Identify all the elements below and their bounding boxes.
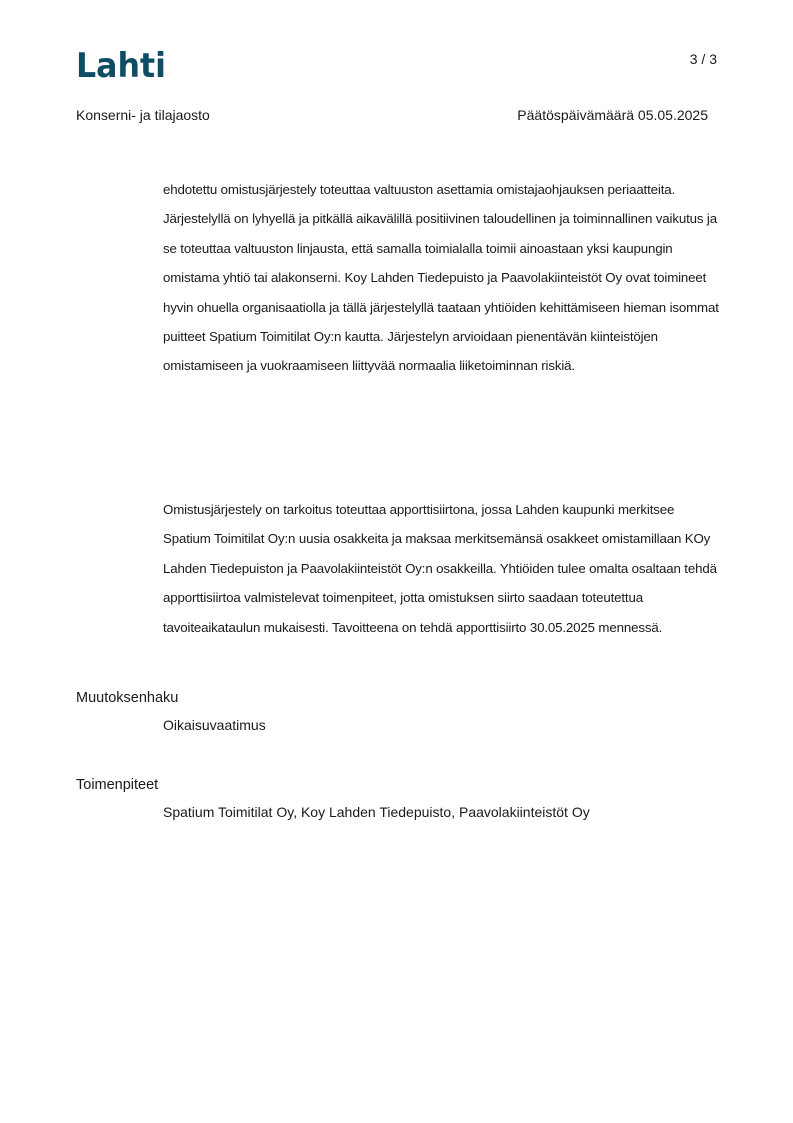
logo-text: Lahti <box>76 46 166 82</box>
lahti-logo <box>76 46 168 82</box>
body-paragraph: ehdotettu omistusjärjestely toteuttaa valtuuston asettamia omistajaohjauksen periaatteita. Järjestelyllä on lyhyellä ja pitkällä aikavälillä positiivinen taloudellinen ja toiminnallinen vaikutus ja se toteuttaa valtuuston linjausta, että samalla toimialalla toimii ainoastaan yksi kaupungin omistama yhtiö tai alakonserni. Koy Lahden Tiedepuisto ja Paavolakiinteistöt Oy ovat toimineet hyvin ohuella organisaatiolla ja tällä järjestelyllä taataan yhtiöiden kehittämiseen hieman isommat puitteet Spatium Toimitilat Oy:n kautta. Järjestelyn arvioidaan pienentävän kiinteistöjen omistamiseen ja vuokraamiseen liittyvää normaalia liiketoiminnan riskiä. <box>163 182 719 374</box>
page-number: 3 / 3 <box>689 51 717 67</box>
decision-date: Päätöspäivämäärä 05.05.2025 <box>517 107 708 123</box>
body-paragraph: Omistusjärjestely on tarkoitus toteuttaa apporttisiirtona, jossa Lahden kaupunki merkitsee Spatium Toimitilat Oy:n uusia osakkeita ja maksaa merkitsemänsä osakkeet omistamillaan KOy Lahden Tiedepuiston ja Paavolakiinteistöt Oy:n osakkeilla. Yhtiöiden tulee omalta osaltaan tehdä apporttisiirtoa valmistelevat toimenpiteet, jotta omistuksen siirto saadaan toteutettua tavoiteaikataulun mukaisesti. Tavoitteena on tehdä apporttisiirto 30.05.2025 mennessä. <box>163 502 717 635</box>
committee-name: Konserni- ja tilajaosto <box>76 107 210 123</box>
actions-text: Spatium Toimitilat Oy, Koy Lahden Tiedepuisto, Paavolakiinteistöt Oy <box>163 804 590 820</box>
appeal-text: Oikaisuvaatimus <box>163 717 266 733</box>
appeal-heading: Muutoksenhaku <box>76 690 179 706</box>
actions-heading: Toimenpiteet <box>76 777 159 793</box>
